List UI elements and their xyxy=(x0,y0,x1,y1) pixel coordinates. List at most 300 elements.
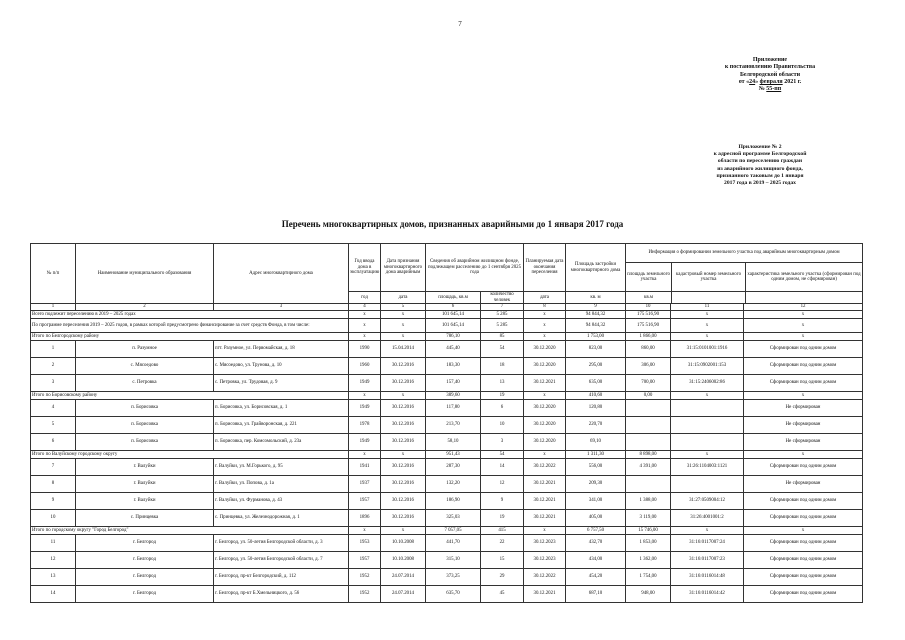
summary-cell: х xyxy=(381,392,426,400)
table-cell: г. Белгород, ул. 50-летия Белгородской области, д. 3 xyxy=(214,535,349,552)
table-cell: 10.10.2008 xyxy=(381,552,426,569)
summary-cell: х xyxy=(524,392,566,400)
table-cell: с. Мясоедово, ул. Трунова, д. 10 xyxy=(214,358,349,375)
subheader-date: дата xyxy=(381,292,426,304)
table-row xyxy=(31,569,863,586)
table-cell xyxy=(626,434,671,451)
header-land-area: площадь земельного участка xyxy=(626,263,672,291)
group-total-row xyxy=(31,392,863,400)
summary-cell: 94 844,32 xyxy=(566,311,626,319)
col-number: 3 xyxy=(214,304,349,311)
summary-cell: 5 285 xyxy=(481,319,524,333)
table-cell xyxy=(671,476,744,493)
table-cell: Сформирован под одним домом xyxy=(744,341,863,358)
table-cell: 31:16:0117007:23 xyxy=(671,552,744,569)
table-cell: 9 xyxy=(31,493,76,510)
page-number: 7 xyxy=(458,20,462,28)
table-cell: 186,90 xyxy=(426,493,481,510)
table-cell: 1949 xyxy=(349,375,381,392)
table-cell: 30.12.2021 xyxy=(524,375,566,392)
table-cell: 700,00 xyxy=(626,375,671,392)
table-cell: 30.12.2016 xyxy=(381,417,426,434)
summary-cell: 175 516,90 xyxy=(626,311,671,319)
summary-cell: х xyxy=(671,319,744,333)
header-cadastral: кадастровый номер земельного участка xyxy=(672,263,746,291)
appendix-line: Приложение xyxy=(752,57,788,63)
table-cell: 13 xyxy=(481,375,524,392)
table-cell: 1 362,00 xyxy=(626,552,671,569)
summary-cell: 15 746,00 xyxy=(626,527,671,535)
table-cell: 183,30 xyxy=(426,358,481,375)
summary-cell: 85 xyxy=(481,333,524,341)
subheader-area: площадь, кв.м xyxy=(426,292,481,304)
summary-label: Всего подлежит переселению в 2019 – 2025 годах xyxy=(31,311,349,319)
table-cell: 295,00 xyxy=(566,358,626,375)
summary-cell: 1 866,00 xyxy=(626,333,671,341)
header-land: Информация о формировании земельного участка под аварийным многоквартирным домом xyxy=(626,244,862,263)
table-cell: 24.07.2014 xyxy=(381,569,426,586)
table-cell: г. Белгород xyxy=(76,569,214,586)
table-cell: 30.12.2022 xyxy=(524,459,566,476)
appendix-2-line: 2017 года в 2019 – 2025 годах xyxy=(724,180,796,187)
table-cell: 22 xyxy=(481,535,524,552)
col-number: 4 xyxy=(349,304,381,311)
table-cell: Не сформирован xyxy=(744,434,863,451)
table-cell: г. Белгород xyxy=(76,586,214,603)
summary-cell: 6 757,50 xyxy=(566,527,626,535)
table-cell: с. Петровка xyxy=(76,375,214,392)
table-cell: Не сформирован xyxy=(744,400,863,417)
table-cell xyxy=(626,476,671,493)
header-recognized: Дата признания многоквартирного дома аварийным xyxy=(381,244,426,292)
group-total-row xyxy=(31,527,863,535)
table-cell: 12 xyxy=(31,552,76,569)
summary-cell: х xyxy=(744,311,863,319)
table-cell: пгт. Разумное, ул. Первомайская, д. 18 xyxy=(214,341,349,358)
summary-cell: х xyxy=(349,527,381,535)
table-cell: 209,30 xyxy=(566,476,626,493)
table-cell: 6 xyxy=(481,400,524,417)
table-cell: 30.12.2022 xyxy=(524,569,566,586)
summary-cell: х xyxy=(744,527,863,535)
table-cell: 31:27:0509004:12 xyxy=(671,493,744,510)
table-cell: 7 xyxy=(31,459,76,476)
date-year: 2021 г. xyxy=(784,78,802,85)
summary-cell: 415 xyxy=(481,527,524,535)
table-cell: 860,00 xyxy=(626,341,671,358)
summary-cell: х xyxy=(381,319,426,333)
summary-cell: 54 xyxy=(481,451,524,459)
table-cell: 823,00 xyxy=(566,341,626,358)
table-cell: 1 xyxy=(31,341,76,358)
summary-cell: 1 311,30 xyxy=(566,451,626,459)
table-cell: 1 853,00 xyxy=(626,535,671,552)
table-cell: г. Валуйки, ул. Фурманова, д. 43 xyxy=(214,493,349,510)
header-row xyxy=(31,244,863,292)
table-cell: 30.12.2016 xyxy=(381,459,426,476)
table-cell: 405,00 xyxy=(566,510,626,527)
table-cell: 58,10 xyxy=(426,434,481,451)
col-number: 2 xyxy=(76,304,214,311)
subheader-m2: кв. м xyxy=(566,292,626,304)
table-cell: 306,00 xyxy=(626,358,671,375)
table-cell: 30.12.2023 xyxy=(524,535,566,552)
summary-cell: х xyxy=(349,311,381,319)
table-cell: 1 388,00 xyxy=(626,493,671,510)
header-address: Адрес многоквартирного дома xyxy=(214,244,349,304)
table-cell: 30.12.2016 xyxy=(381,375,426,392)
table-cell: 12 xyxy=(481,476,524,493)
summary-cell: 0,00 xyxy=(626,392,671,400)
table-cell: 1960 xyxy=(349,358,381,375)
table-cell: 30.12.2016 xyxy=(381,400,426,417)
table-cell: 45 xyxy=(481,586,524,603)
table-cell: п. Борисовка xyxy=(76,400,214,417)
table-cell: 635,00 xyxy=(566,375,626,392)
table-row xyxy=(31,459,863,476)
summary-cell: х xyxy=(349,319,381,333)
table-cell: 31:16:0117007:24 xyxy=(671,535,744,552)
table-cell: 948,00 xyxy=(626,586,671,603)
table-cell: Сформирован под одним домом xyxy=(744,535,863,552)
table-cell: 441,70 xyxy=(426,535,481,552)
table-cell: 31:15:2406002:86 xyxy=(671,375,744,392)
table-cell: 30.12.2016 xyxy=(381,493,426,510)
table-cell: 3 xyxy=(481,434,524,451)
table-cell: Сформирован под одним домом xyxy=(744,510,863,527)
table-cell: Не сформирован xyxy=(744,476,863,493)
summary-label: Итого по Валуйскому городскому округу xyxy=(31,451,349,459)
table-cell: 29 xyxy=(481,569,524,586)
table-cell: 687,10 xyxy=(566,586,626,603)
table-cell: 4 xyxy=(31,400,76,417)
summary-cell: 389,60 xyxy=(426,392,481,400)
table-cell: Сформирован под одним домом xyxy=(744,586,863,603)
header-municipality: Наименование муниципального образования xyxy=(76,244,214,304)
table-cell: 1949 xyxy=(349,434,381,451)
resolution-number: 55-пп xyxy=(766,86,782,93)
table-cell: 19 xyxy=(481,510,524,527)
subheader-m2b: кв.м xyxy=(626,292,672,303)
summary-cell: 8 898,00 xyxy=(626,451,671,459)
col-number: 1 xyxy=(31,304,76,311)
table-cell: 220,70 xyxy=(566,417,626,434)
table-cell: 373,25 xyxy=(426,569,481,586)
summary-cell: х xyxy=(524,319,566,333)
summary-cell: х xyxy=(744,333,863,341)
table-cell: Сформирован под одним домом xyxy=(744,358,863,375)
table-cell: п. Борисовка, пер. Комсомольский, д. 23а xyxy=(214,434,349,451)
appendix-header xyxy=(700,57,840,93)
summary-cell: х xyxy=(671,527,744,535)
group-total-row xyxy=(31,333,863,341)
table-cell: 15 xyxy=(481,552,524,569)
col-number: 6 xyxy=(426,304,481,311)
table-cell: 54 xyxy=(481,341,524,358)
table-cell: 31:26:1104003:1121 xyxy=(671,459,744,476)
subheader-people: количество человек xyxy=(481,292,524,304)
table-cell: 14 xyxy=(481,459,524,476)
table-cell: 1896 xyxy=(349,510,381,527)
summary-cell: х xyxy=(349,333,381,341)
table-cell: 1949 xyxy=(349,400,381,417)
table-cell: г. Белгород, пр-кт Белгородский, д. 112 xyxy=(214,569,349,586)
table-cell: 1941 xyxy=(349,459,381,476)
col-number: 5 xyxy=(381,304,426,311)
table-cell: 1952 xyxy=(349,586,381,603)
table-cell: 31:15:0101001:1916 xyxy=(671,341,744,358)
table-cell: 30.12.2021 xyxy=(524,476,566,493)
table-cell: г. Валуйки, ул. М.Горького, д. 95 xyxy=(214,459,349,476)
table-cell: 10.10.2008 xyxy=(381,535,426,552)
summary-label: Итого по Белгородскому району xyxy=(31,333,349,341)
summary-cell: 5 285 xyxy=(481,311,524,319)
table-row xyxy=(31,476,863,493)
summary-cell: х xyxy=(671,451,744,459)
table-cell: с. Принцевка xyxy=(76,510,214,527)
table-cell: 30.12.2016 xyxy=(381,434,426,451)
summary-cell: х xyxy=(671,392,744,400)
table-cell: п. Разумное xyxy=(76,341,214,358)
summary-label: По программе переселения 2019 – 2025 годов, в рамках которой предусмотрено финансирование за счет средств Фонда, в том числе: xyxy=(31,319,349,333)
table-cell: 30.12.2020 xyxy=(524,400,566,417)
summary-cell: 101 645,14 xyxy=(426,311,481,319)
table-cell: 1978 xyxy=(349,417,381,434)
table-cell xyxy=(626,400,671,417)
table-cell: 30.12.2023 xyxy=(524,552,566,569)
table-cell: 1937 xyxy=(349,476,381,493)
header-land-group xyxy=(626,244,863,292)
table-cell: с. Принцевка, ул. Железнодорожная, д. 1 xyxy=(214,510,349,527)
appendix-line: Белгородской области xyxy=(739,71,801,78)
summary-label: Итого по Борисовскому району xyxy=(31,392,349,400)
summary-cell: х xyxy=(744,451,863,459)
table-cell: г. Валуйки xyxy=(76,459,214,476)
table-cell: 3 119,00 xyxy=(626,510,671,527)
table-row xyxy=(31,493,863,510)
summary-cell: 7 057,05 xyxy=(426,527,481,535)
summary-cell: х xyxy=(381,527,426,535)
appendix-line: к постановлению Правительства xyxy=(724,64,816,71)
table-cell: 556,00 xyxy=(566,459,626,476)
table-cell: Сформирован под одним домом xyxy=(744,493,863,510)
summary-cell: 94 844,32 xyxy=(566,319,626,333)
summary-cell: х xyxy=(381,451,426,459)
summary-cell: х xyxy=(524,311,566,319)
summary-cell: 786,10 xyxy=(426,333,481,341)
table-cell: с. Петровка, ул. Трудовая, д. 9 xyxy=(214,375,349,392)
subheader-year: год xyxy=(349,292,381,304)
table-cell xyxy=(671,400,744,417)
column-numbers-row xyxy=(31,304,863,311)
summary-cell: 410,60 xyxy=(566,392,626,400)
summary-cell: 101 645,14 xyxy=(426,319,481,333)
summary-cell: 951,43 xyxy=(426,451,481,459)
summary-cell: х xyxy=(381,333,426,341)
houses-table xyxy=(30,243,863,603)
table-row xyxy=(31,341,863,358)
table-cell: 157,40 xyxy=(426,375,481,392)
table-cell: п. Борисовка xyxy=(76,417,214,434)
table-cell: 1957 xyxy=(349,552,381,569)
table-cell: 445,40 xyxy=(426,341,481,358)
table-cell: г. Белгород, ул. 50-летия Белгородской области, д. 7 xyxy=(214,552,349,569)
table-row xyxy=(31,400,863,417)
table-cell: 11 xyxy=(31,535,76,552)
table-cell: 30.12.2021 xyxy=(524,493,566,510)
appendix-2-line: из аварийного жилищного фонда, xyxy=(717,165,803,172)
summary-cell: 175 516,90 xyxy=(626,319,671,333)
table-row xyxy=(31,434,863,451)
summary-cell: 1 753,00 xyxy=(566,333,626,341)
table-body xyxy=(31,311,863,603)
table-cell: 1953 xyxy=(349,535,381,552)
date-day: 24 xyxy=(749,78,756,85)
table-cell: 10 xyxy=(31,510,76,527)
header-fund: Сведения об аварийном жилищном фонде, подлежащем расселению до 1 сентября 2025 года xyxy=(426,244,524,292)
table-cell: г. Белгород xyxy=(76,552,214,569)
table-cell: 120,80 xyxy=(566,400,626,417)
appendix-2-line: признанного таковым до 1 января xyxy=(716,172,804,179)
table-cell: 9 xyxy=(481,493,524,510)
appendix-2-line: области по переселению граждан xyxy=(717,158,803,165)
table-cell xyxy=(626,417,671,434)
table-cell: г. Валуйки xyxy=(76,476,214,493)
table-cell: 2 xyxy=(31,358,76,375)
header-building-area: Площадь застройки многоквартирного дома xyxy=(566,244,626,292)
summary-cell: х xyxy=(744,392,863,400)
table-cell: п. Борисовка, ул. Грайворонская, д. 221 xyxy=(214,417,349,434)
table-cell: 5 xyxy=(31,417,76,434)
table-cell: Сформирован под одним домом xyxy=(744,552,863,569)
table-cell: 432,70 xyxy=(566,535,626,552)
table-cell: 213,70 xyxy=(426,417,481,434)
col-number: 7 xyxy=(481,304,524,311)
table-row xyxy=(31,375,863,392)
table-cell: 30.12.2020 xyxy=(524,417,566,434)
summary-cell: х xyxy=(524,333,566,341)
table-cell: 31:26:4001001:2 xyxy=(671,510,744,527)
appendix-2-line: к адресной программе Белгородской xyxy=(713,151,807,158)
table-cell: 30.12.2016 xyxy=(381,358,426,375)
table-cell: 30.12.2016 xyxy=(381,476,426,493)
table-cell: 3 xyxy=(31,375,76,392)
appendix-date: от «24» февраля 2021 г. xyxy=(738,78,802,85)
table-cell: 30.12.2020 xyxy=(524,434,566,451)
header-year: Год ввода дома в эксплуатацию xyxy=(349,244,381,292)
table-cell: п. Борисовка xyxy=(76,434,214,451)
table-cell: 325,03 xyxy=(426,510,481,527)
table-cell: 434,00 xyxy=(566,552,626,569)
table-cell: 1952 xyxy=(349,569,381,586)
table-cell: г. Белгород xyxy=(76,535,214,552)
appendix-2-header xyxy=(680,144,840,187)
table-row xyxy=(31,552,863,569)
summary-cell: х xyxy=(381,311,426,319)
table-row xyxy=(31,535,863,552)
table-cell: 18 xyxy=(481,358,524,375)
col-number: 10 xyxy=(626,304,671,311)
summary-cell: х xyxy=(524,451,566,459)
table-cell: 13 xyxy=(31,569,76,586)
table-cell xyxy=(671,417,744,434)
appendix-number: № 55-пп xyxy=(758,86,782,93)
table-cell: с. Мясоедово xyxy=(76,358,214,375)
table-row xyxy=(31,586,863,603)
table-cell: 30.12.2016 xyxy=(381,510,426,527)
table-cell: 30.12.2021 xyxy=(524,586,566,603)
summary-cell: х xyxy=(671,311,744,319)
summary-cell: х xyxy=(349,451,381,459)
table-cell: 14 xyxy=(31,586,76,603)
table-cell: Сформирован под одним домом xyxy=(744,569,863,586)
table-cell: 454,20 xyxy=(566,569,626,586)
table-cell: 6 xyxy=(31,434,76,451)
table-cell: 287,30 xyxy=(426,459,481,476)
table-cell: 10 xyxy=(481,417,524,434)
table-cell: 30.12.2021 xyxy=(524,510,566,527)
table-cell: 1990 xyxy=(349,341,381,358)
table-cell: 31:16:0116014:48 xyxy=(671,569,744,586)
table-cell: Не сформирован xyxy=(744,417,863,434)
col-number: 9 xyxy=(566,304,626,311)
table-cell: 315,10 xyxy=(426,552,481,569)
header-num: № п/п xyxy=(31,244,76,304)
table-cell: 1957 xyxy=(349,493,381,510)
subheader-date2: дата xyxy=(524,292,566,304)
table-cell: 132,20 xyxy=(426,476,481,493)
table-cell: 8 xyxy=(31,476,76,493)
col-number: 12 xyxy=(744,304,863,311)
table-cell: п. Борисовка, ул. Борисовская, д. 1 xyxy=(214,400,349,417)
document-title: Перечень многоквартирных домов, признанных аварийными до 1 января 2017 года xyxy=(281,219,624,229)
summary-cell: х xyxy=(524,527,566,535)
table-cell: 31:16:0116014:42 xyxy=(671,586,744,603)
table-cell: Сформирован под одним домом xyxy=(744,459,863,476)
summary-cell: х xyxy=(671,333,744,341)
table-cell xyxy=(671,434,744,451)
table-cell: 4 391,00 xyxy=(626,459,671,476)
header-planned: Планируемая дата окончания переселения xyxy=(524,244,566,292)
table-cell: г. Белгород, пр-кт Б.Хмельницкого, д. 56 xyxy=(214,586,349,603)
table-cell: 69,10 xyxy=(566,434,626,451)
table-cell: г. Валуйки, ул. Попова, д. 1а xyxy=(214,476,349,493)
summary-cell: х xyxy=(349,392,381,400)
summary-label: Итого по городскому округу "Город Белгород" xyxy=(31,527,349,535)
table-cell: 15.04.2014 xyxy=(381,341,426,358)
subheader-land xyxy=(626,292,863,304)
date-month: февраля xyxy=(759,78,783,85)
table-cell: г. Валуйки xyxy=(76,493,214,510)
table-row xyxy=(31,417,863,434)
table-cell: 31:15:0902001:153 xyxy=(671,358,744,375)
summary-cell: 19 xyxy=(481,392,524,400)
table-cell: 1 754,00 xyxy=(626,569,671,586)
header-land-char: характеристика земельного участка (сформирован под одним домом, не сформирован) xyxy=(747,271,861,282)
col-number: 8 xyxy=(524,304,566,311)
table-cell: 341,00 xyxy=(566,493,626,510)
table-cell: 30.12.2020 xyxy=(524,341,566,358)
table-cell: Сформирован под одним домом xyxy=(744,375,863,392)
table-cell: 24.07.2014 xyxy=(381,586,426,603)
summary-cell: х xyxy=(744,319,863,333)
table-row xyxy=(31,510,863,527)
table-row xyxy=(31,358,863,375)
table-cell: 117,80 xyxy=(426,400,481,417)
col-number: 11 xyxy=(671,304,744,311)
group-total-row xyxy=(31,451,863,459)
appendix-2-line: Приложение № 2 xyxy=(738,144,782,150)
